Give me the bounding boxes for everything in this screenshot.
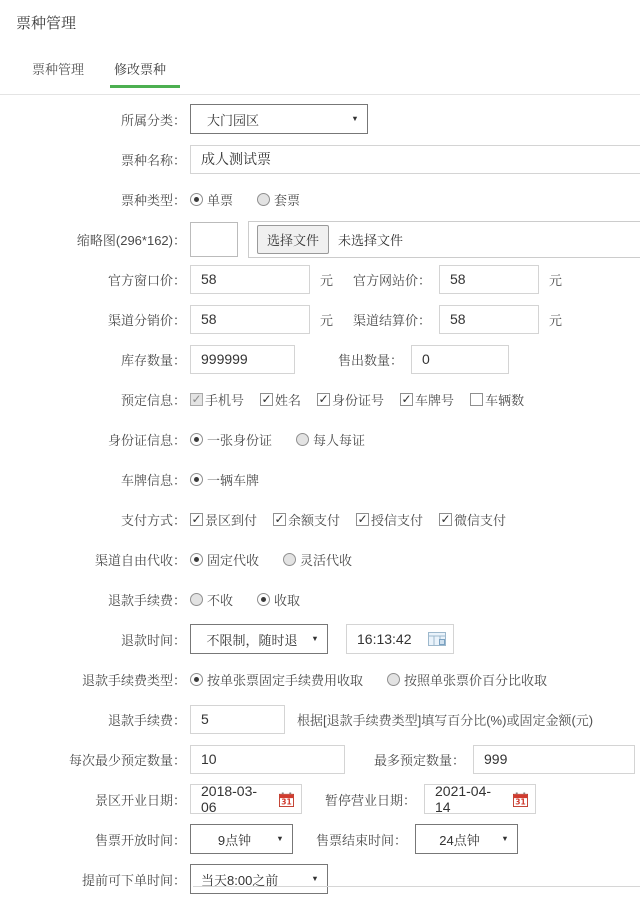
refund-fee-switch-label: 退款手续费： [107, 592, 186, 608]
unit-yuan: 元 [549, 312, 563, 328]
sale-end-time-label: 售票结束时间： [315, 832, 407, 848]
radio-label: 收取 [274, 592, 301, 608]
suspend-date-picker[interactable] [424, 784, 536, 814]
sale-start-time-value: 9点钟 [217, 832, 252, 848]
checkbox-label: 微信支付 [454, 512, 507, 528]
file-upload-box [248, 221, 640, 258]
row-ticket-type [0, 179, 640, 219]
checkbox-checked-icon [273, 513, 286, 526]
checkbox-plate-number[interactable] [400, 390, 454, 409]
sale-end-time-select[interactable] [415, 824, 518, 854]
channel-settlement-price-label: 渠道结算价： [353, 312, 432, 328]
checkbox-label: 授信支付 [371, 512, 424, 528]
svg-text:31: 31 [281, 797, 292, 807]
row-booking-info [0, 379, 640, 419]
row-refund-fee-switch [0, 579, 640, 619]
calendar-icon [513, 792, 528, 807]
category-select-value: 大门园区 [207, 112, 260, 128]
edit-ticket-form [0, 95, 640, 899]
radio-package-ticket[interactable] [257, 190, 300, 209]
tab-edit-ticket[interactable]: 修改票种 [114, 59, 170, 94]
row-channel-collection [0, 539, 640, 579]
advance-order-time-value: 当天8:00之前 [201, 872, 279, 888]
min-booking-label: 每次最少预定数量： [68, 752, 186, 768]
checkbox-checked-icon [356, 513, 369, 526]
sale-start-time-select[interactable] [190, 824, 293, 854]
page-header [0, 0, 640, 94]
row-channel-prices [0, 299, 640, 339]
unit-yuan: 元 [320, 312, 334, 328]
checkbox-label: 车辆数 [485, 392, 525, 408]
chevron-down-icon: ▼ [311, 874, 319, 884]
checkbox-checked-icon [400, 393, 413, 406]
checkbox-vehicle-count[interactable] [470, 390, 524, 409]
radio-label: 灵活代收 [300, 552, 353, 568]
row-quantities [0, 339, 640, 379]
thumbnail-label: 缩略图(296*162)： [76, 232, 186, 248]
advance-order-time-select[interactable] [190, 864, 328, 894]
sale-start-time-label: 售票开放时间： [94, 832, 186, 848]
row-id-card-info [0, 419, 640, 459]
row-refund-fee-value [0, 699, 640, 739]
next-field-cutoff-border [193, 886, 640, 887]
radio-off-icon [257, 193, 270, 206]
checkbox-phone-number[interactable] [190, 390, 244, 409]
radio-off-icon [296, 433, 309, 446]
radio-label: 一辆车牌 [207, 472, 260, 488]
chevron-down-icon: ▼ [276, 834, 284, 844]
page-title: 票种管理 [16, 15, 77, 32]
checkbox-id-number[interactable] [317, 390, 384, 409]
chevron-down-icon: ▼ [311, 634, 319, 644]
radio-flexible-collection[interactable] [283, 550, 352, 569]
radio-one-id-card[interactable] [190, 430, 272, 449]
checkbox-unchecked-icon [470, 393, 483, 406]
row-plate-info [0, 459, 640, 499]
row-sale-times [0, 819, 640, 859]
refund-fee-label: 退款手续费： [107, 712, 186, 728]
min-booking-input[interactable] [190, 745, 345, 774]
radio-no-fee[interactable] [190, 590, 233, 609]
payment-methods-label: 支付方式： [120, 512, 186, 528]
checkbox-checked-icon [260, 393, 273, 406]
stock-quantity-input[interactable] [190, 345, 295, 374]
checkbox-pay-on-site[interactable] [190, 510, 257, 529]
row-refund-fee-type [0, 659, 640, 699]
stock-quantity-label: 库存数量： [120, 352, 186, 368]
checkbox-checked-icon [190, 513, 203, 526]
sale-end-time-value: 24点钟 [439, 832, 480, 848]
radio-label: 不收 [207, 592, 234, 608]
checkbox-checked-icon [439, 513, 452, 526]
channel-collection-label: 渠道自由代收： [94, 552, 186, 568]
file-status-text: 未选择文件 [338, 232, 404, 248]
radio-label: 固定代收 [207, 552, 260, 568]
radio-off-icon [283, 553, 296, 566]
channel-settlement-price-input[interactable] [439, 305, 539, 334]
thumbnail-preview-box[interactable] [190, 222, 238, 257]
radio-off-icon [387, 673, 400, 686]
radio-on-icon [257, 593, 270, 606]
radio-fixed-collection[interactable] [190, 550, 259, 569]
tab-ticket-management[interactable]: 票种管理 [32, 62, 85, 77]
checkbox-credit-pay[interactable] [356, 510, 423, 529]
opening-date-picker[interactable] [190, 784, 302, 814]
checkbox-balance-pay[interactable] [273, 510, 340, 529]
time-grid-icon [428, 632, 446, 646]
radio-off-icon [190, 593, 203, 606]
refund-time-select[interactable] [190, 624, 328, 654]
row-payment-methods [0, 499, 640, 539]
checkbox-label: 景区到付 [205, 512, 258, 528]
official-window-price-input[interactable] [190, 265, 310, 294]
refund-time-value: 16:13:42 [357, 631, 412, 647]
refund-fee-type-label: 退款手续费类型： [81, 672, 186, 688]
radio-on-icon [190, 473, 203, 486]
checkbox-label: 手机号 [205, 392, 245, 408]
radio-on-icon [190, 553, 203, 566]
checkbox-wechat-pay[interactable] [439, 510, 506, 529]
row-category [0, 99, 640, 139]
tab-bar [32, 59, 640, 94]
unit-yuan: 元 [549, 272, 563, 288]
sold-quantity-input[interactable] [411, 345, 509, 374]
category-select[interactable] [190, 104, 368, 134]
suspend-date-value: 2021-04-14 [435, 783, 492, 815]
channel-distribution-price-input[interactable] [190, 305, 310, 334]
suspend-date-label: 暂停营业日期： [324, 792, 416, 808]
chevron-down-icon: ▼ [351, 114, 359, 124]
opening-date-value: 2018-03-06 [201, 783, 258, 815]
opening-date-label: 景区开业日期： [94, 792, 186, 808]
checkbox-label: 姓名 [275, 392, 302, 408]
radio-fixed-fee-per-ticket[interactable] [190, 670, 363, 689]
advance-order-time-label: 提前可下单时间： [81, 872, 186, 888]
checkbox-label: 车牌号 [415, 392, 455, 408]
checkbox-checked-icon [317, 393, 330, 406]
row-ticket-name [0, 139, 640, 179]
sold-quantity-label: 售出数量： [337, 352, 403, 368]
row-dates [0, 779, 640, 819]
id-card-info-label: 身份证信息： [107, 432, 186, 448]
choose-file-button[interactable]: 选择文件 [257, 225, 329, 254]
official-site-price-input[interactable] [439, 265, 539, 294]
max-booking-input[interactable] [473, 745, 635, 774]
radio-label: 单票 [207, 192, 234, 208]
radio-label: 按照单张票价百分比收取 [404, 672, 548, 688]
radio-one-plate[interactable] [190, 470, 259, 489]
unit-yuan: 元 [320, 272, 334, 288]
row-booking-limits [0, 739, 640, 779]
row-refund-time [0, 619, 640, 659]
radio-on-icon [190, 193, 203, 206]
ticket-name-label: 票种名称： [120, 152, 186, 168]
row-thumbnail [0, 219, 640, 259]
channel-distribution-price-label: 渠道分销价： [107, 312, 186, 328]
refund-time-picker[interactable] [346, 624, 454, 654]
checkbox-label: 余额支付 [288, 512, 341, 528]
radio-on-icon [190, 673, 203, 686]
svg-text:31: 31 [515, 797, 526, 807]
category-label: 所属分类： [120, 112, 186, 128]
radio-percent-fee-per-ticket[interactable] [387, 670, 547, 689]
refund-fee-input[interactable] [190, 705, 285, 734]
plate-info-label: 车牌信息： [120, 472, 186, 488]
checkbox-checked-disabled-icon [190, 393, 203, 406]
radio-id-per-person[interactable] [296, 430, 365, 449]
max-booking-label: 最多预定数量： [373, 752, 465, 768]
chevron-down-icon: ▼ [501, 834, 509, 844]
official-site-price-label: 官方网站价： [353, 272, 432, 288]
checkbox-name[interactable] [260, 390, 301, 409]
radio-label: 套票 [274, 192, 301, 208]
ticket-name-input[interactable] [190, 145, 640, 174]
radio-on-icon [190, 433, 203, 446]
radio-label: 按单张票固定手续费用收取 [207, 672, 364, 688]
refund-time-label: 退款时间： [120, 632, 186, 648]
row-official-prices [0, 259, 640, 299]
radio-charge-fee[interactable] [257, 590, 300, 609]
row-advance-order-time [0, 859, 640, 899]
ticket-type-label: 票种类型： [120, 192, 186, 208]
refund-fee-hint: 根据[退款手续费类型]填写百分比(%)或固定金额(元) [297, 712, 594, 728]
radio-label: 每人每证 [313, 432, 366, 448]
radio-label: 一张身份证 [207, 432, 273, 448]
official-window-price-label: 官方窗口价： [107, 272, 186, 288]
checkbox-label: 身份证号 [332, 392, 385, 408]
booking-info-label: 预定信息： [120, 392, 186, 408]
calendar-icon [279, 792, 294, 807]
refund-time-select-value: 不限制，随时退 [206, 632, 298, 648]
radio-single-ticket[interactable] [190, 190, 233, 209]
